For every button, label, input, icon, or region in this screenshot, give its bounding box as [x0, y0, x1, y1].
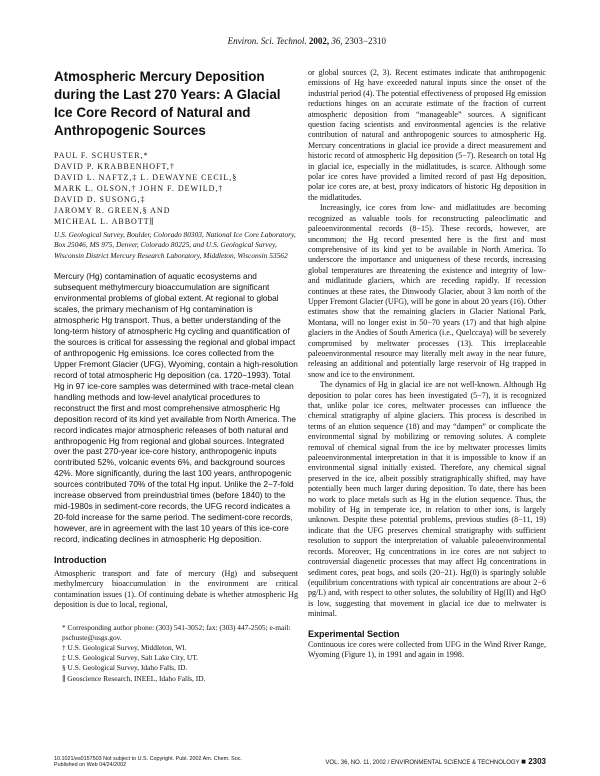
abstract: Mercury (Hg) contamination of aquatic ecosystems and subsequent methylmercury bioaccumulation are significant environmental problems of global extent. At regional to global scales, the primary mechanism of Hg contamination is atmospheric Hg transport. Thus, a better understanding of the long-term history of atmospheric Hg cycling and quantification of the sources is critical for assessing the regional and global impact of anthropogenic Hg emissions. Ice cores collected from the Upper Fremont Glacier (UFG), Wyoming, contain a high-resolution record of total atmospheric Hg deposition (ca. 1720−1993). Total Hg in 97 ice-core samples was determined with trace-metal clean handling methods and low-level analytical procedures to reconstruct the first and most comprehensive atmospheric Hg deposition record of its kind yet available from North America. The record indicates major atmospheric releases of both natural and anthropogenic Hg from regional and global sources. Integrated over the past 270-year ice-core history, anthropogenic inputs contributed 52%, volcanic events 6%, and background sources 42%. More significantly, during the last 100 years, anthropogenic sources contributed 70% of the total Hg input. Unlike the 2−7-fold increase observed from preindustrial times (before 1840) to the mid-1980s in sediment-core records, the UFG record indicates a 20-fold increase for the same period. The sediment-core records, however, are in agreement with the last 10 years of this ice-core record, indicating declines in atmospheric Hg deposition.: [54, 271, 298, 545]
doi-copyright-line: 10.1021/es0157503 Not subject to U.S. Copyright. Publ. 2002 Am. Chem. Soc. Published on Web 04/24/2002: [54, 756, 242, 769]
journal-volume: 36,: [331, 36, 343, 46]
right-column: [308, 68, 546, 660]
author-line: DAVID D. SUSONG,‡: [54, 195, 146, 204]
journal-header: [228, 36, 386, 46]
affiliation: U.S. Geological Survey, Boulder, Colorado 80303, National Ice Core Laboratory, Box 25046, MS 975, Denver, Colorado 80225, and U.S. Geological Survey, Wisconsin District Mercury Research Laboratory, Middleton, Wisconsin 53562: [54, 230, 296, 260]
author-line: JAROMY R. GREEN,§ AND: [54, 206, 171, 215]
left-column: [54, 68, 298, 684]
introduction-paragraph: Atmospheric transport and fate of mercury (Hg) and subsequent methylmercury bioaccumulation in the environment are critical contamination issues (1). Of continuing debate is whether atmospheric Hg deposition is due to local, regional,: [54, 569, 298, 610]
body-paragraph: Increasingly, ice cores from low- and midlatitudes are becoming recognized as valuable tools for reconstructing paleoclimatic and paleoenvironmental records (8−15). These records, however, are uncommon; the Hg record presented here is the first and most comprehensive of its kind yet to be available in North America. To underscore the importance and uniqueness of these records, increasing global temperatures are threatening the existence and integrity of low- and midlatitude glaciers, which are receding rapidly. If recession continues at these rates, the Dinwoody Glacier, about 3 km north of the Upper Fremont Glacier (UFG), will be gone in about 20 years (16). Other estimates show that the remaining glaciers in Glacier National Park, Montana, will no longer exist in 50−70 years (17) and that high alpine glaciers in the Andies of South America (i.e., Quelccaya) will be severely compromised by meltwater processes (13). This irreplaceable paleoenvironmental resource may literally melt away in the near future, releasing an additional and potentially large reservoir of Hg trapped in snow and ice to the environment.: [308, 203, 546, 379]
section-heading-experimental: Experimental Section: [308, 628, 400, 639]
footer-journal-info: VOL. 36, NO. 11, 2002 / ENVIRONMENTAL SCIENCE & TECHNOLOGY: [325, 760, 520, 766]
footnote: † U.S. Geological Survey, Middleton, WI.: [62, 643, 187, 653]
body-paragraph: The dynamics of Hg in glacial ice are not well-known. Although Hg deposition to polar cores has been investigated (5−7), it is recognized that, unlike polar ice cores, meltwater processes can influence the chemical stratigraphy of alpine glaciers. This process is described in terms of an elution sequence (18) and may “dampen” or complicate the environmental signal by mobilizing or removing solutes. A complete removal of chemical signal from the ice by meltwater processes limits paleoenvironmental interpretation in that it is impossible to know if an environmental signal initially existed. Therefore, any chemical signal preserved in the ice, albeit possibly stratigraphically shifted, may have potentially been much larger during deposition. To date, there has been no work to place metals such as Hg in the elution sequence. Thus, the mobility of Hg in temperate ice, in relation to other ions, is largely unknown. Despite these potential problems, previous studies (8−11, 19) indicate that the UFG preserves chemical stratigraphy with sufficient resolution to support the interpretation of valuable paleoenvironmental records. Moreover, Hg concentrations in ice cores are not subject to controversial diagenetic processes that may affect Hg concentrations in sediment cores, peat bogs, and soils (20−21). Hg(0) is sparingly soluble (equilibrium concentrations with typical air concentrations are about 2−6 pg/L) and, with respect to other solutes, the solubility of Hg(II) and HgO is low, suggesting that movement in glacial ice due to meltwater is minimal.: [308, 380, 546, 619]
journal-name: Environ. Sci. Technol.: [227, 36, 307, 46]
author-line: MARK L. OLSON,† JOHN F. DEWILD,†: [54, 184, 224, 193]
footnote: § U.S. Geological Survey, Idaho Falls, ID.: [62, 663, 188, 673]
footnote-corresponding: * Corresponding author phone: (303) 541-3052; fax: (303) 447-2505; e-mail: pschuste@usgs.gov.: [62, 622, 291, 642]
author-list: [54, 150, 298, 227]
article-title: Atmospheric Mercury Deposition during the Last 270 Years: A Glacial Ice Core Record of Natural and Anthropogenic Sources: [54, 69, 281, 138]
page-footer: [308, 758, 546, 767]
footnotes: [54, 623, 298, 684]
author-line: DAVID P. KRABBENHOFT,†: [54, 162, 175, 171]
footnote: ∥ Geoscience Research, INEEL, Idaho Falls, ID.: [62, 673, 206, 683]
author-line: DAVID L. NAFTZ,‡ L. DEWAYNE CECIL,§: [54, 173, 238, 182]
author-line: MICHEAL L. ABBOTT∥: [54, 217, 155, 226]
footnote: ‡ U.S. Geological Survey, Salt Lake City, UT.: [62, 653, 199, 663]
body-paragraph: or global sources (2, 3). Recent estimates indicate that anthropogenic emissions of Hg have exceeded natural inputs since the onset of the industrial period (4). The potential effectiveness of proposed Hg emission reductions hinges on an accurate estimate of the fraction of current atmospheric deposition from “manageable” sources. A significant question facing scientists and environmental agencies is the relative contribution of natural and anthropogenic sources to atmospheric Hg. Mercury concentrations in glacial ice provide a direct measurement and historic record of atmospheric Hg deposition (5−7). Research on total Hg in glacial ice, especially in the midlatitudes, is scarce. Although some polar ice cores have provided a limited record of past Hg deposition, polar ice cores are, at best, proxy indicators of historic Hg deposition in the midlatitudes.: [308, 68, 546, 202]
page-number-value: 2303: [528, 757, 546, 766]
journal-pages: 2303−2310: [344, 36, 386, 46]
section-heading-introduction: Introduction: [54, 555, 107, 566]
author-line: PAUL F. SCHUSTER,*: [54, 151, 149, 160]
journal-year: 2002,: [308, 36, 330, 46]
body-paragraph: Continuous ice cores were collected from UFG in the Wind River Range, Wyoming (Figure 1), in 1991 and again in 1998.: [308, 639, 546, 659]
page-number: ■ 2303: [521, 757, 546, 766]
